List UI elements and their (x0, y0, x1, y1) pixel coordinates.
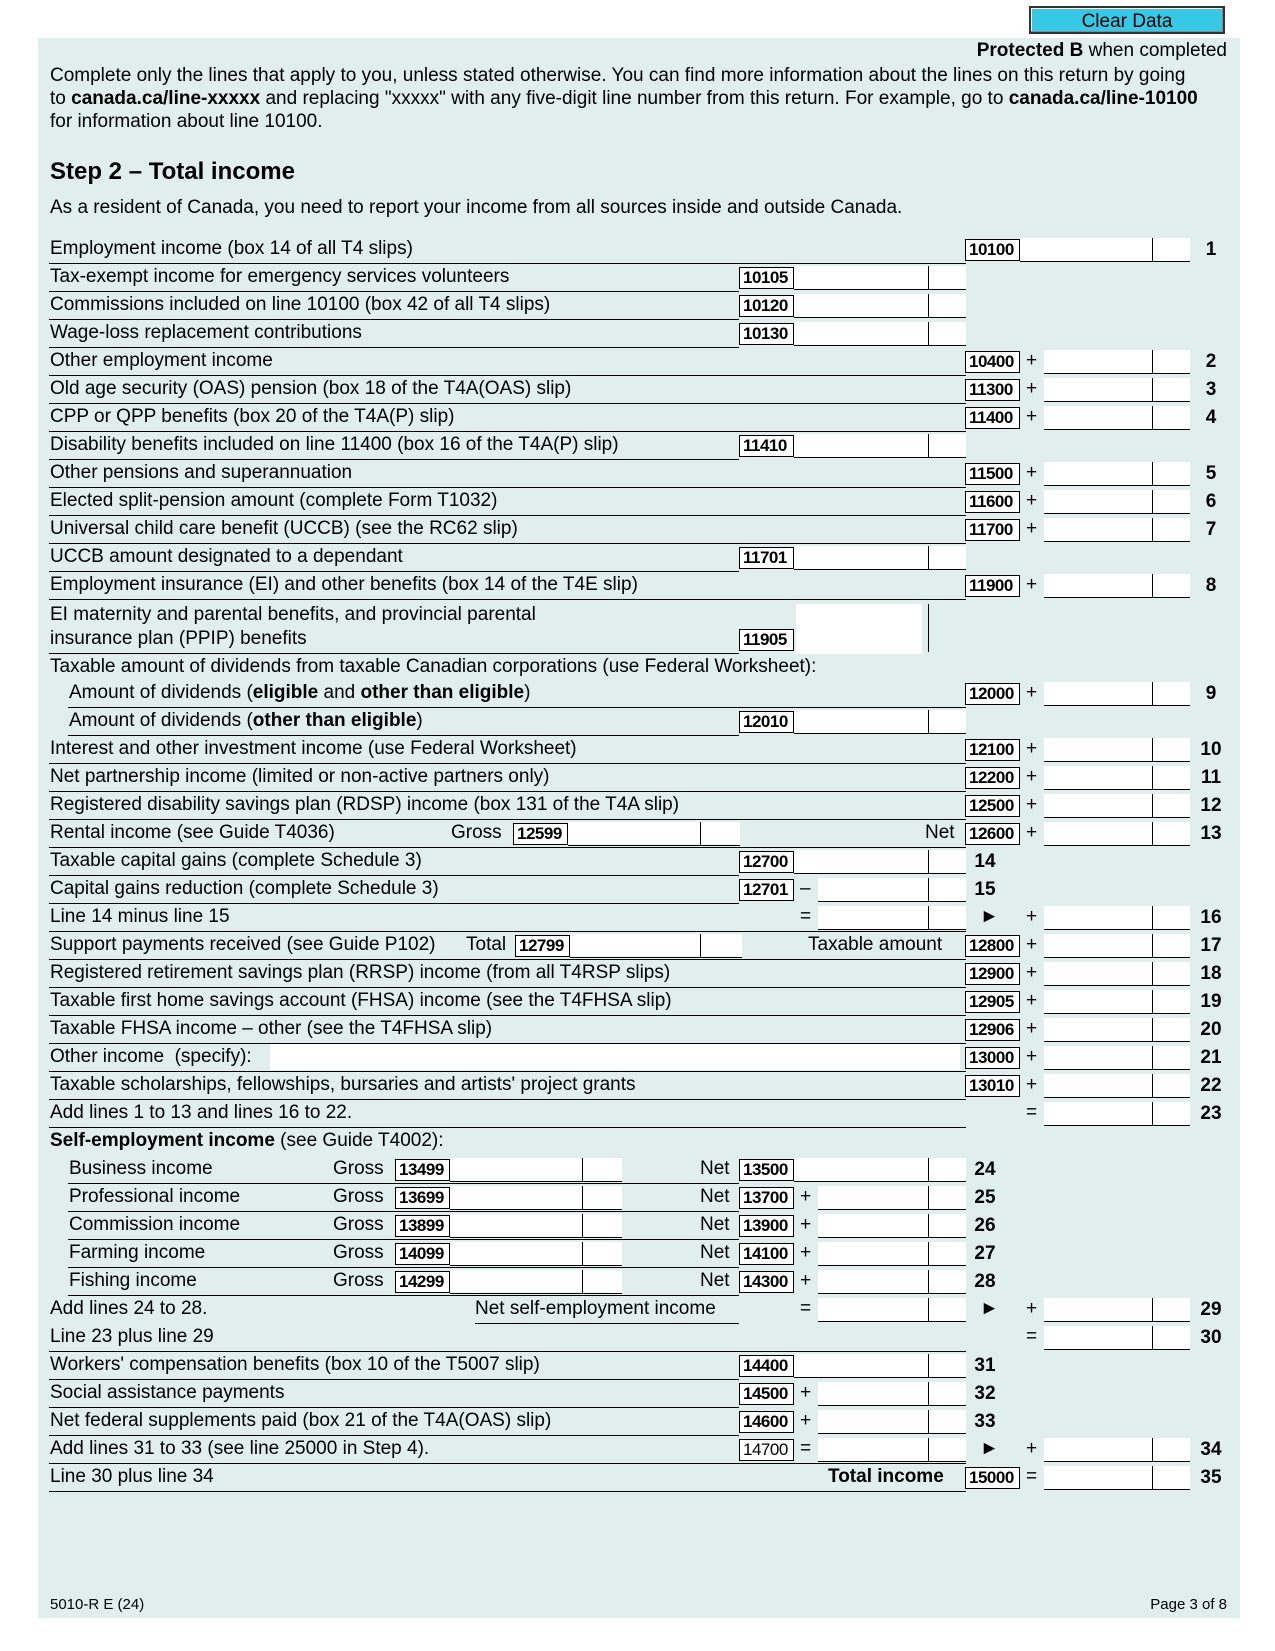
line-number: 29 (1200, 1299, 1222, 1320)
line-code: 12700 (739, 851, 794, 873)
line-label: Net partnership income (limited or non-active partners only) (50, 766, 550, 787)
line-label: Registered retirement savings plan (RRSP) income (from all T4RSP slips) (50, 962, 671, 983)
section-heading: Taxable amount of dividends from taxable Canadian corporations (use Federal Worksheet): (50, 656, 817, 677)
line-code: 11600 (965, 491, 1020, 513)
line-21-input[interactable] (1044, 1046, 1190, 1070)
line-code: 11700 (965, 519, 1020, 541)
line-14099-input[interactable] (450, 1242, 622, 1266)
line-7-input[interactable] (1044, 518, 1190, 542)
line-label: Other employment income (50, 350, 273, 371)
line-8-row (0, 572, 1275, 600)
taxable-amount-label: Taxable amount (808, 934, 943, 955)
line-number: 20 (1200, 1019, 1222, 1040)
plus-sign: + (800, 1270, 812, 1291)
line-code: 13700 (739, 1187, 794, 1209)
line-code: 10120 (739, 295, 794, 317)
line-number: 9 (1205, 683, 1217, 704)
line-26-input[interactable] (818, 1214, 966, 1238)
line-9-input[interactable] (1044, 682, 1190, 706)
net-self-employment-label: Net self-employment income (475, 1298, 716, 1319)
page-number: Page 3 of 8 (1150, 1596, 1227, 1613)
line-13-row (0, 820, 1275, 848)
line-20-row (0, 1016, 1275, 1044)
plus-sign: + (1026, 1298, 1038, 1319)
plus-sign: + (1026, 822, 1038, 843)
line-label: Amount of dividends (eligible and other than eligible) (69, 682, 531, 703)
line-label: Add lines 1 to 13 and lines 16 to 22. (50, 1102, 353, 1123)
arrow-icon: ► (980, 906, 999, 927)
line-22-row (0, 1072, 1275, 1100)
line-label: Wage-loss replacement contributions (50, 322, 362, 343)
plus-sign: + (800, 1382, 812, 1403)
line-33-row (0, 1408, 1275, 1436)
plus-sign: + (1026, 1438, 1038, 1459)
line-number: 26 (974, 1215, 996, 1236)
line-33-input[interactable] (818, 1410, 966, 1434)
line-code: 13899 (395, 1215, 450, 1237)
line-code: 10400 (965, 351, 1020, 373)
line-label: Line 23 plus line 29 (50, 1326, 214, 1347)
line-13-input[interactable] (1044, 822, 1190, 846)
line-code: 12800 (965, 935, 1020, 957)
clear-data-button[interactable]: Clear Data (1029, 6, 1225, 34)
line-code: 12701 (739, 879, 794, 901)
line-number: 14 (974, 851, 996, 872)
line-number: 16 (1200, 907, 1222, 928)
line-label: Rental income (see Guide T4036) (50, 822, 335, 843)
line-label: Taxable FHSA income – other (see the T4FHSA slip) (50, 1018, 493, 1039)
line-code: 14500 (739, 1383, 794, 1405)
plus-sign: + (1026, 766, 1038, 787)
line-31-row (0, 1352, 1275, 1380)
line-number: 21 (1200, 1047, 1222, 1068)
line-number: 3 (1205, 379, 1217, 400)
plus-sign: + (1026, 378, 1038, 399)
line-code: 11300 (965, 379, 1020, 401)
line-32-row (0, 1380, 1275, 1408)
line-code: 11701 (739, 547, 794, 569)
line-label: EI maternity and parental benefits, and provincial parental (50, 604, 536, 625)
line-17-row (0, 932, 1275, 960)
gross-label: Gross (333, 1270, 384, 1291)
line-label: Universal child care benefit (UCCB) (see the RC62 slip) (50, 518, 518, 539)
line-12599-input[interactable] (568, 822, 740, 846)
arrow-icon: ► (980, 1438, 999, 1459)
line-label: Taxable scholarships, fellowships, bursaries and artists' project grants (50, 1074, 636, 1095)
line-31-input[interactable] (794, 1354, 966, 1378)
minus-sign: – (800, 878, 811, 899)
line-label: Fishing income (69, 1270, 197, 1291)
plus-sign: + (1026, 1018, 1038, 1039)
gross-label: Gross (333, 1158, 384, 1179)
line-code: 13499 (395, 1159, 450, 1181)
line-link[interactable]: canada.ca/line-xxxxx (71, 88, 261, 109)
line-label: Farming income (69, 1242, 206, 1263)
line-code: 12010 (739, 711, 794, 733)
line-code: 15000 (965, 1467, 1020, 1489)
line-12010-row (0, 708, 1275, 736)
net-label: Net (700, 1158, 730, 1179)
plus-sign: + (1026, 490, 1038, 511)
line-number: 12 (1200, 795, 1222, 816)
line-8-input[interactable] (1044, 574, 1190, 598)
line-10105-row (0, 264, 1275, 292)
line-35-input[interactable] (1044, 1466, 1190, 1490)
line-number: 18 (1200, 963, 1222, 984)
line-4-input[interactable] (1044, 406, 1190, 430)
line-label: Add lines 24 to 28. (50, 1298, 208, 1319)
plus-sign: + (800, 1186, 812, 1207)
line-label: Net federal supplements paid (box 21 of the T4A(OAS) slip) (50, 1410, 552, 1431)
line-label: Taxable capital gains (complete Schedule 3) (50, 850, 422, 871)
line-number: 10 (1200, 739, 1222, 760)
line-25-row (0, 1184, 1275, 1212)
line-28-row (0, 1268, 1275, 1296)
line-11905-row-b (0, 626, 1275, 654)
line-code: 13699 (395, 1187, 450, 1209)
form-id: 5010-R E (24) (50, 1596, 145, 1613)
line-code: 12900 (965, 963, 1020, 985)
line-1-input[interactable] (1020, 238, 1190, 262)
line-27-input[interactable] (818, 1242, 966, 1266)
line-26-row (0, 1212, 1275, 1240)
line-label: Other pensions and superannuation (50, 462, 353, 483)
line-10130-row (0, 320, 1275, 348)
line-code: 13010 (965, 1075, 1020, 1097)
line-19-input[interactable] (1044, 990, 1190, 1014)
line-3-input[interactable] (1044, 378, 1190, 402)
line-number: 35 (1200, 1467, 1222, 1488)
line-13699-input[interactable] (450, 1186, 622, 1210)
line-label: Commissions included on line 10100 (box 42 of all T4 slips) (50, 294, 551, 315)
line-32-input[interactable] (818, 1382, 966, 1406)
line-label: Disability benefits included on line 11400 (box 16 of the T4A(P) slip) (50, 434, 619, 455)
equals-sign: = (1026, 1102, 1038, 1123)
line-label: Employment insurance (EI) and other benefits (box 14 of the T4E slip) (50, 574, 638, 595)
line-22-input[interactable] (1044, 1074, 1190, 1098)
line-number: 30 (1200, 1327, 1222, 1348)
line-16-input[interactable] (1044, 906, 1190, 930)
line-10-row (0, 736, 1275, 764)
line-30-row (0, 1324, 1275, 1352)
line-11-input[interactable] (1044, 766, 1190, 790)
plus-sign: + (1026, 350, 1038, 371)
line-number: 8 (1205, 575, 1217, 596)
line-code: 12599 (513, 823, 568, 845)
gross-label: Gross (451, 822, 502, 843)
plus-sign: + (1026, 906, 1038, 927)
line-code: 11400 (965, 407, 1020, 429)
line-9-row (0, 680, 1275, 708)
plus-sign: + (1026, 794, 1038, 815)
line-code: 11900 (965, 575, 1020, 597)
line-label: Amount of dividends (other than eligible) (69, 710, 423, 731)
line-label: Commission income (69, 1214, 241, 1235)
line-14-input[interactable] (794, 850, 966, 874)
line-label: Professional income (69, 1186, 241, 1207)
line-code: 14400 (739, 1355, 794, 1377)
line-21-row (0, 1044, 1275, 1072)
line-10120-row (0, 292, 1275, 320)
plus-sign: + (1026, 574, 1038, 595)
line-10130-input[interactable] (794, 322, 966, 346)
arrow-icon: ► (980, 1298, 999, 1319)
line-number: 5 (1205, 463, 1217, 484)
line-label: Line 14 minus line 15 (50, 906, 230, 927)
equals-sign: = (800, 1438, 812, 1459)
plus-sign: + (1026, 738, 1038, 759)
line-30-input[interactable] (1044, 1326, 1190, 1350)
plus-sign: + (1026, 934, 1038, 955)
line-15-row (0, 876, 1275, 904)
line-code: 14299 (395, 1271, 450, 1293)
line-number: 28 (974, 1271, 996, 1292)
line-label: Elected split-pension amount (complete Form T1032) (50, 490, 498, 511)
line-number: 13 (1200, 823, 1222, 844)
gross-label: Gross (333, 1186, 384, 1207)
line-34-input[interactable] (1044, 1438, 1190, 1462)
line-number: 6 (1205, 491, 1217, 512)
line-25-input[interactable] (818, 1186, 966, 1210)
plus-sign: + (1026, 682, 1038, 703)
line-34-subtotal-input[interactable] (818, 1438, 966, 1462)
line-code: 12000 (965, 683, 1020, 705)
line-17-input[interactable] (1044, 934, 1190, 958)
plus-sign: + (1026, 962, 1038, 983)
line-15-input[interactable] (818, 878, 966, 902)
plus-sign: + (1026, 518, 1038, 539)
protected-notice: Protected B when completed (976, 40, 1227, 61)
line-number: 4 (1205, 407, 1217, 428)
line-12-row (0, 792, 1275, 820)
intro-text: Complete only the lines that apply to you, unless stated otherwise. You can find more information about the lines on this return by going to canada.ca/line-xxxxx and replacing "xxxxx" with any five-digit line number from this return. For example, go to canada.ca/line-10100 for information about line 10100. (50, 65, 1198, 132)
equals-sign: = (800, 1298, 812, 1319)
line-6-input[interactable] (1044, 490, 1190, 514)
line-28-input[interactable] (818, 1270, 966, 1294)
total-income-label: Total income (828, 1466, 944, 1487)
line-10120-input[interactable] (794, 294, 966, 318)
line-5-input[interactable] (1044, 462, 1190, 486)
line-11410-row (0, 432, 1275, 460)
line-code: 14300 (739, 1271, 794, 1293)
line-11410-input[interactable] (794, 434, 966, 458)
gross-label: Gross (333, 1214, 384, 1235)
line-code: 12200 (965, 767, 1020, 789)
total-label: Total (466, 934, 507, 955)
equals-sign: = (1026, 1466, 1038, 1487)
line-12799-input[interactable] (570, 934, 742, 958)
line-number: 27 (974, 1243, 996, 1264)
line-label: Tax-exempt income for emergency services volunteers (50, 266, 510, 287)
net-label: Net (700, 1242, 730, 1263)
line-number: 22 (1200, 1075, 1222, 1096)
plus-sign: + (800, 1242, 812, 1263)
line-23-row (0, 1100, 1275, 1128)
equals-sign: = (1026, 1326, 1038, 1347)
line-number: 1 (1205, 239, 1217, 260)
plus-sign: + (1026, 462, 1038, 483)
line-13899-input[interactable] (450, 1214, 622, 1238)
line-number: 2 (1205, 351, 1217, 372)
line-number: 17 (1200, 935, 1222, 956)
line-10-input[interactable] (1044, 738, 1190, 762)
plus-sign: + (1026, 1074, 1038, 1095)
line-number: 7 (1205, 519, 1217, 540)
equals-sign: = (800, 906, 812, 927)
line-5-row (0, 460, 1275, 488)
line-code: 14600 (739, 1411, 794, 1433)
line-13499-input[interactable] (450, 1158, 622, 1182)
line-label: Interest and other investment income (use Federal Worksheet) (50, 738, 577, 759)
line-2-input[interactable] (1044, 350, 1190, 374)
line-code: 12905 (965, 991, 1020, 1013)
gross-label: Gross (333, 1242, 384, 1263)
other-income-specify-input[interactable] (270, 1044, 960, 1070)
net-label: Net (700, 1214, 730, 1235)
line-14299-input[interactable] (450, 1270, 622, 1294)
line-14-row (0, 848, 1275, 876)
plus-sign: + (1026, 990, 1038, 1011)
line-label: Support payments received (see Guide P102) (50, 934, 436, 955)
plus-sign: + (1026, 1046, 1038, 1067)
line-label: insurance plan (PPIP) benefits (50, 628, 307, 649)
line-label: Taxable first home savings account (FHSA) income (see the T4FHSA slip) (50, 990, 672, 1011)
line-code: 11410 (739, 435, 794, 457)
step-description: As a resident of Canada, you need to report your income from all sources inside and outside Canada. (50, 197, 903, 218)
line-number: 11 (1200, 767, 1222, 788)
plus-sign: + (800, 1410, 812, 1431)
line-code: 12600 (965, 823, 1020, 845)
line-example-link[interactable]: canada.ca/line-10100 (1008, 88, 1198, 109)
line-code: 13500 (739, 1159, 794, 1181)
line-11701-input[interactable] (794, 546, 966, 570)
line-number: 25 (974, 1187, 996, 1208)
line-number: 23 (1200, 1103, 1222, 1124)
line-label: Capital gains reduction (complete Schedule 3) (50, 878, 439, 899)
line-29-subtotal-input[interactable] (818, 1298, 966, 1322)
line-7-row (0, 516, 1275, 544)
line-number: 32 (974, 1383, 996, 1404)
line-10105-input[interactable] (794, 266, 966, 290)
line-18-row (0, 960, 1275, 988)
line-label: Line 30 plus line 34 (50, 1466, 214, 1487)
line-12010-input[interactable] (794, 710, 966, 734)
line-label: Social assistance payments (50, 1382, 285, 1403)
line-number: 33 (974, 1411, 996, 1432)
line-number: 34 (1200, 1439, 1222, 1460)
line-code: 10105 (739, 267, 794, 289)
line-2-row (0, 348, 1275, 376)
line-29-input[interactable] (1044, 1298, 1190, 1322)
plus-sign: + (1026, 406, 1038, 427)
line-label: Employment income (box 14 of all T4 slips) (50, 238, 413, 259)
plus-sign: + (800, 1214, 812, 1235)
line-34-row (0, 1436, 1275, 1464)
net-label: Net (925, 822, 955, 843)
line-code: 12906 (965, 1019, 1020, 1041)
line-label: Other income (specify): (50, 1046, 252, 1067)
line-4-row (0, 404, 1275, 432)
line-27-row (0, 1240, 1275, 1268)
line-19-row (0, 988, 1275, 1016)
line-3-row (0, 376, 1275, 404)
line-code: 13900 (739, 1215, 794, 1237)
line-1-row (0, 236, 1275, 264)
line-code: 11500 (965, 463, 1020, 485)
line-label: Workers' compensation benefits (box 10 of the T5007 slip) (50, 1354, 540, 1375)
dividends-heading (0, 654, 1275, 682)
line-code: 13000 (965, 1047, 1020, 1069)
line-label: Add lines 31 to 33 (see line 25000 in Step 4). (50, 1438, 430, 1459)
line-11701-row (0, 544, 1275, 572)
line-16-subtotal-input[interactable] (818, 906, 966, 930)
line-24-input[interactable] (794, 1158, 966, 1182)
line-label: Old age security (OAS) pension (box 18 of the T4A(OAS) slip) (50, 378, 572, 399)
line-number: 15 (974, 879, 996, 900)
line-number: 19 (1200, 991, 1222, 1012)
line-24-row (0, 1156, 1275, 1184)
line-11-row (0, 764, 1275, 792)
line-code: 12799 (515, 935, 570, 957)
line-18-input[interactable] (1044, 962, 1190, 986)
line-code: 10130 (739, 323, 794, 345)
section-heading: Self-employment income (see Guide T4002): (50, 1130, 444, 1151)
line-6-row (0, 488, 1275, 516)
line-16-row (0, 904, 1275, 932)
line-12-input[interactable] (1044, 794, 1190, 818)
line-label: CPP or QPP benefits (box 20 of the T4A(P) slip) (50, 406, 455, 427)
line-code: 14100 (739, 1243, 794, 1265)
line-number: 31 (974, 1355, 996, 1376)
net-label: Net (700, 1186, 730, 1207)
line-code: 14099 (395, 1243, 450, 1265)
line-29-row (0, 1296, 1275, 1324)
line-code: 14700 (739, 1439, 794, 1461)
line-code: 10100 (965, 239, 1020, 261)
line-label: Business income (69, 1158, 213, 1179)
line-35-row (0, 1464, 1275, 1492)
line-label: UCCB amount designated to a dependant (50, 546, 403, 567)
line-code: 12100 (965, 739, 1020, 761)
line-20-input[interactable] (1044, 1018, 1190, 1042)
net-label: Net (700, 1270, 730, 1291)
line-label: Registered disability savings plan (RDSP) income (box 131 of the T4A slip) (50, 794, 680, 815)
line-code: 11905 (739, 629, 794, 651)
line-code: 12500 (965, 795, 1020, 817)
self-employment-heading (0, 1128, 1275, 1156)
step-title: Step 2 – Total income (50, 158, 295, 185)
line-23-input[interactable] (1044, 1102, 1190, 1126)
line-number: 24 (974, 1159, 996, 1180)
